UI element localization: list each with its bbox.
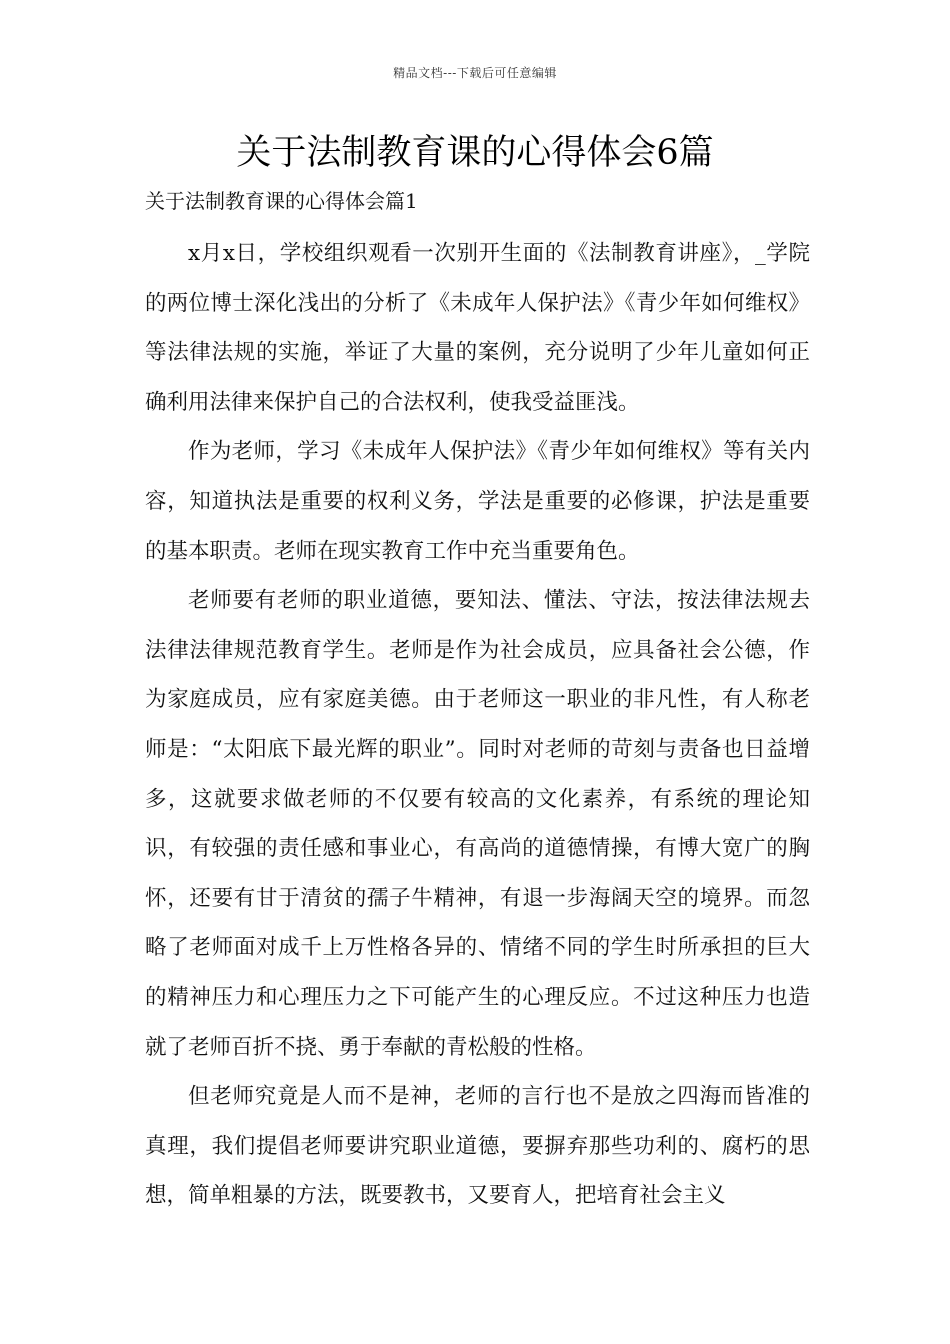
paragraph: 老师要有老师的职业道德，要知法、懂法、守法，按法律法规去法律法律规范教育学生。老师是作为社会成员，应具备社会公德，作为家庭成员，应有家庭美德。由于老师这一职业的非凡性，有人称老师是：“太阳底下最光辉的职业”。同时对老师的苛刻与责备也日益增多，这就要求做老师的不仅要有较高的文化素养，有系统的理论知识，有较强的责任感和事业心，有高尚的道德情操，有博大宽广的胸怀，还要有甘于清贫的孺子牛精神，有退一步海阔天空的境界。而忽略了老师面对成千上万性格各异的、情绪不同的学生时所承担的巨大的精神压力和心理压力之下可能产生的心理反应。不过这种压力也造就了老师百折不挠、勇于奉献的青松般的性格。 — [145, 588, 810, 1060]
section-heading: 关于法制教育课的心得体会篇1 — [145, 189, 418, 213]
paragraph: 作为老师，学习《未成年人保护法》《青少年如何维权》等有关内容，知道执法是重要的权利义务，学法是重要的必修课，护法是重要的基本职责。老师在现实教育工作中充当重要角色。 — [145, 439, 810, 564]
document-title: 关于法制教育课的心得体会6篇 — [236, 133, 714, 173]
document-body — [145, 229, 810, 1221]
paragraph: x月x日，学校组织观看一次别开生面的《法制教育讲座》，_学院的两位博士深化浅出的分析了《未成年人保护法》《青少年如何维权》等法律法规的实施，举证了大量的案例，充分说明了少年儿童如何正确利用法律来保护自己的合法权利，使我受益匪浅。 — [145, 241, 810, 415]
paragraph: 但老师究竟是人而不是神，老师的言行也不是放之四海而皆准的真理，我们提倡老师要讲究职业道德，要摒弃那些功利的、腐朽的思想，简单粗暴的方法，既要教书，又要育人，把培育社会主义 — [145, 1084, 810, 1209]
header-note: 精品文档---下载后可任意编辑 — [393, 66, 557, 80]
